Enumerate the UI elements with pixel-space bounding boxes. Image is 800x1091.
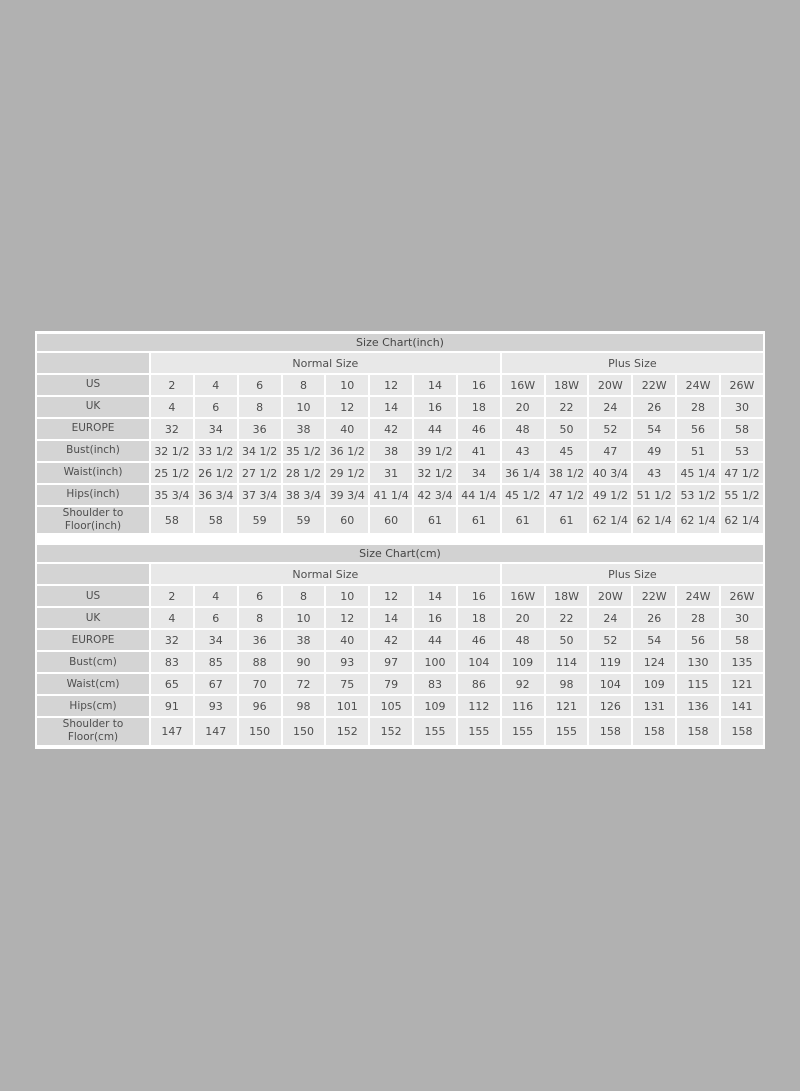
- size-cell: 61: [458, 507, 500, 533]
- size-cell: 158: [589, 718, 631, 744]
- size-cell: 155: [502, 718, 544, 744]
- size-cell: 14: [414, 375, 456, 395]
- size-cell: 26: [633, 397, 675, 417]
- row-label: UK: [37, 608, 149, 628]
- size-cell: 150: [239, 718, 281, 744]
- size-cell: 59: [239, 507, 281, 533]
- size-cell: 50: [546, 630, 588, 650]
- size-chart-cm-table: [35, 543, 765, 746]
- size-cell: 38 1/2: [546, 463, 588, 483]
- size-cell: 61: [546, 507, 588, 533]
- size-cell: 152: [370, 718, 412, 744]
- size-cell: 6: [239, 586, 281, 606]
- size-cell: 12: [326, 608, 368, 628]
- size-cell: 121: [546, 696, 588, 716]
- size-cell: 147: [151, 718, 193, 744]
- size-cell: 38 3/4: [283, 485, 325, 505]
- size-cell: 30: [721, 608, 763, 628]
- size-cell: 6: [239, 375, 281, 395]
- size-cell: 16: [414, 397, 456, 417]
- group-header-row: [37, 353, 763, 373]
- size-cell: 135: [721, 652, 763, 672]
- size-cell: 44: [414, 419, 456, 439]
- table-row: [37, 718, 763, 744]
- size-cell: 62 1/4: [677, 507, 719, 533]
- size-cell: 4: [195, 375, 237, 395]
- size-cell: 34: [458, 463, 500, 483]
- size-cell: 10: [283, 608, 325, 628]
- size-cell: 45 1/4: [677, 463, 719, 483]
- size-cell: 155: [458, 718, 500, 744]
- size-cell: 56: [677, 419, 719, 439]
- size-cell: 8: [283, 586, 325, 606]
- size-cell: 32 1/2: [151, 441, 193, 461]
- size-cell: 20W: [589, 586, 631, 606]
- size-cell: 16: [458, 586, 500, 606]
- size-cell: 58: [721, 419, 763, 439]
- size-cell: 16: [414, 608, 456, 628]
- size-cell: 67: [195, 674, 237, 694]
- size-cell: 26 1/2: [195, 463, 237, 483]
- size-cell: 33 1/2: [195, 441, 237, 461]
- table-row: [37, 674, 763, 694]
- size-cell: 30: [721, 397, 763, 417]
- size-cell: 29 1/2: [326, 463, 368, 483]
- size-cell: 39 1/2: [414, 441, 456, 461]
- size-cell: 98: [283, 696, 325, 716]
- size-cell: 92: [502, 674, 544, 694]
- size-cell: 38: [283, 419, 325, 439]
- size-cell: 85: [195, 652, 237, 672]
- size-cell: 60: [326, 507, 368, 533]
- size-cell: 46: [458, 419, 500, 439]
- size-cell: 54: [633, 419, 675, 439]
- size-cell: 46: [458, 630, 500, 650]
- size-cell: 47 1/2: [546, 485, 588, 505]
- group-header: Normal Size: [151, 353, 500, 373]
- size-cell: 100: [414, 652, 456, 672]
- size-cell: 10: [283, 397, 325, 417]
- size-cell: 41: [458, 441, 500, 461]
- size-cell: 20: [502, 397, 544, 417]
- size-cell: 24W: [677, 375, 719, 395]
- size-cell: 54: [633, 630, 675, 650]
- table-row: [37, 485, 763, 505]
- size-cell: 35 3/4: [151, 485, 193, 505]
- size-cell: 4: [195, 586, 237, 606]
- size-cell: 18W: [546, 375, 588, 395]
- size-cell: 12: [326, 397, 368, 417]
- size-cell: 20: [502, 608, 544, 628]
- size-cell: 115: [677, 674, 719, 694]
- size-cell: 53 1/2: [677, 485, 719, 505]
- size-cell: 58: [151, 507, 193, 533]
- size-cell: 49: [633, 441, 675, 461]
- size-cell: 16: [458, 375, 500, 395]
- size-cell: 91: [151, 696, 193, 716]
- size-cell: 50: [546, 419, 588, 439]
- size-cell: 152: [326, 718, 368, 744]
- size-cell: 42 3/4: [414, 485, 456, 505]
- table-title: Size Chart(cm): [37, 545, 763, 562]
- row-label: Waist(cm): [37, 674, 149, 694]
- size-cell: 104: [458, 652, 500, 672]
- table-row: [37, 463, 763, 483]
- size-cell: 26W: [721, 375, 763, 395]
- size-cell: 16W: [502, 375, 544, 395]
- group-header: Plus Size: [502, 564, 763, 584]
- table-title-row: [37, 334, 763, 351]
- size-cell: 42: [370, 630, 412, 650]
- size-cell: 48: [502, 419, 544, 439]
- size-cell: 150: [283, 718, 325, 744]
- size-cell: 6: [195, 608, 237, 628]
- size-cell: 155: [546, 718, 588, 744]
- size-cell: 16W: [502, 586, 544, 606]
- group-header-row: [37, 564, 763, 584]
- size-cell: 101: [326, 696, 368, 716]
- size-cell: 18: [458, 397, 500, 417]
- size-cell: 90: [283, 652, 325, 672]
- size-cell: 38: [370, 441, 412, 461]
- size-cell: 36 3/4: [195, 485, 237, 505]
- size-cell: 34: [195, 419, 237, 439]
- size-cell: 112: [458, 696, 500, 716]
- group-header: Normal Size: [151, 564, 500, 584]
- size-cell: 83: [414, 674, 456, 694]
- row-label: EUROPE: [37, 630, 149, 650]
- row-label: Hips(cm): [37, 696, 149, 716]
- size-cell: 22: [546, 608, 588, 628]
- size-cell: 62 1/4: [633, 507, 675, 533]
- size-cell: 6: [195, 397, 237, 417]
- size-cell: 109: [633, 674, 675, 694]
- size-cell: 158: [677, 718, 719, 744]
- size-cell: 59: [283, 507, 325, 533]
- size-cell: 158: [721, 718, 763, 744]
- size-cell: 36: [239, 630, 281, 650]
- size-cell: 36 1/2: [326, 441, 368, 461]
- size-cell: 26: [633, 608, 675, 628]
- size-cell: 109: [502, 652, 544, 672]
- size-cell: 98: [546, 674, 588, 694]
- size-cell: 37 3/4: [239, 485, 281, 505]
- size-cell: 72: [283, 674, 325, 694]
- table-row: [37, 507, 763, 533]
- size-cell: 45: [546, 441, 588, 461]
- size-cell: 45 1/2: [502, 485, 544, 505]
- size-cell: 25 1/2: [151, 463, 193, 483]
- size-cell: 61: [502, 507, 544, 533]
- size-cell: 47 1/2: [721, 463, 763, 483]
- size-cell: 10: [326, 375, 368, 395]
- size-cell: 2: [151, 375, 193, 395]
- size-cell: 8: [239, 397, 281, 417]
- row-label: US: [37, 586, 149, 606]
- row-label: Bust(inch): [37, 441, 149, 461]
- size-cell: 14: [414, 586, 456, 606]
- corner-cell: [37, 353, 149, 373]
- table-row: [37, 608, 763, 628]
- size-cell: 61: [414, 507, 456, 533]
- size-cell: 40: [326, 419, 368, 439]
- size-cell: 93: [326, 652, 368, 672]
- size-cell: 4: [151, 608, 193, 628]
- size-cell: 121: [721, 674, 763, 694]
- size-cell: 36 1/4: [502, 463, 544, 483]
- size-cell: 14: [370, 608, 412, 628]
- size-cell: 105: [370, 696, 412, 716]
- size-cell: 48: [502, 630, 544, 650]
- size-cell: 35 1/2: [283, 441, 325, 461]
- size-cell: 34: [195, 630, 237, 650]
- size-cell: 26W: [721, 586, 763, 606]
- table-title-row: [37, 545, 763, 562]
- size-cell: 56: [677, 630, 719, 650]
- size-cell: 40 3/4: [589, 463, 631, 483]
- size-cell: 116: [502, 696, 544, 716]
- size-cell: 65: [151, 674, 193, 694]
- size-cell: 22W: [633, 375, 675, 395]
- size-cell: 24: [589, 608, 631, 628]
- size-cell: 96: [239, 696, 281, 716]
- size-cell: 12: [370, 586, 412, 606]
- size-cell: 44: [414, 630, 456, 650]
- size-cell: 32: [151, 419, 193, 439]
- size-cell: 34 1/2: [239, 441, 281, 461]
- size-cell: 36: [239, 419, 281, 439]
- size-cell: 86: [458, 674, 500, 694]
- table-row: [37, 441, 763, 461]
- size-chart-inch-table: [35, 332, 765, 535]
- corner-cell: [37, 564, 149, 584]
- size-cell: 10: [326, 586, 368, 606]
- size-cell: 136: [677, 696, 719, 716]
- size-cell: 22: [546, 397, 588, 417]
- size-chart-panel: [35, 331, 765, 749]
- size-cell: 32: [151, 630, 193, 650]
- row-label: EUROPE: [37, 419, 149, 439]
- table-row: [37, 586, 763, 606]
- size-cell: 51: [677, 441, 719, 461]
- size-cell: 158: [633, 718, 675, 744]
- size-cell: 28: [677, 608, 719, 628]
- size-cell: 114: [546, 652, 588, 672]
- size-cell: 119: [589, 652, 631, 672]
- row-label: US: [37, 375, 149, 395]
- size-cell: 40: [326, 630, 368, 650]
- size-cell: 83: [151, 652, 193, 672]
- table-row: [37, 652, 763, 672]
- size-cell: 41 1/4: [370, 485, 412, 505]
- size-cell: 52: [589, 419, 631, 439]
- size-cell: 58: [721, 630, 763, 650]
- table-row: [37, 630, 763, 650]
- table-row: [37, 375, 763, 395]
- size-cell: 70: [239, 674, 281, 694]
- size-cell: 52: [589, 630, 631, 650]
- table-row: [37, 419, 763, 439]
- size-cell: 104: [589, 674, 631, 694]
- size-cell: 18: [458, 608, 500, 628]
- size-cell: 18W: [546, 586, 588, 606]
- size-cell: 79: [370, 674, 412, 694]
- group-header: Plus Size: [502, 353, 763, 373]
- table-title: Size Chart(inch): [37, 334, 763, 351]
- size-cell: 147: [195, 718, 237, 744]
- size-cell: 141: [721, 696, 763, 716]
- size-cell: 75: [326, 674, 368, 694]
- size-cell: 22W: [633, 586, 675, 606]
- size-cell: 12: [370, 375, 412, 395]
- size-cell: 97: [370, 652, 412, 672]
- size-cell: 49 1/2: [589, 485, 631, 505]
- size-cell: 51 1/2: [633, 485, 675, 505]
- size-cell: 131: [633, 696, 675, 716]
- size-cell: 28 1/2: [283, 463, 325, 483]
- size-cell: 44 1/4: [458, 485, 500, 505]
- size-cell: 53: [721, 441, 763, 461]
- row-label: Waist(inch): [37, 463, 149, 483]
- size-cell: 93: [195, 696, 237, 716]
- size-cell: 32 1/2: [414, 463, 456, 483]
- size-cell: 39 3/4: [326, 485, 368, 505]
- size-cell: 14: [370, 397, 412, 417]
- size-cell: 124: [633, 652, 675, 672]
- size-cell: 38: [283, 630, 325, 650]
- size-cell: 8: [283, 375, 325, 395]
- size-cell: 8: [239, 608, 281, 628]
- size-cell: 24W: [677, 586, 719, 606]
- size-cell: 55 1/2: [721, 485, 763, 505]
- size-cell: 109: [414, 696, 456, 716]
- size-cell: 31: [370, 463, 412, 483]
- row-label: UK: [37, 397, 149, 417]
- size-cell: 42: [370, 419, 412, 439]
- size-cell: 47: [589, 441, 631, 461]
- row-label: Hips(inch): [37, 485, 149, 505]
- size-cell: 28: [677, 397, 719, 417]
- size-cell: 20W: [589, 375, 631, 395]
- row-label: Shoulder to Floor(inch): [37, 507, 149, 533]
- table-row: [37, 696, 763, 716]
- size-cell: 155: [414, 718, 456, 744]
- size-cell: 2: [151, 586, 193, 606]
- size-cell: 62 1/4: [721, 507, 763, 533]
- size-cell: 58: [195, 507, 237, 533]
- size-cell: 43: [502, 441, 544, 461]
- size-cell: 43: [633, 463, 675, 483]
- size-cell: 88: [239, 652, 281, 672]
- table-row: [37, 397, 763, 417]
- size-cell: 60: [370, 507, 412, 533]
- size-cell: 24: [589, 397, 631, 417]
- row-label: Bust(cm): [37, 652, 149, 672]
- size-cell: 126: [589, 696, 631, 716]
- size-cell: 62 1/4: [589, 507, 631, 533]
- size-cell: 130: [677, 652, 719, 672]
- size-cell: 27 1/2: [239, 463, 281, 483]
- size-cell: 4: [151, 397, 193, 417]
- row-label: Shoulder to Floor(cm): [37, 718, 149, 744]
